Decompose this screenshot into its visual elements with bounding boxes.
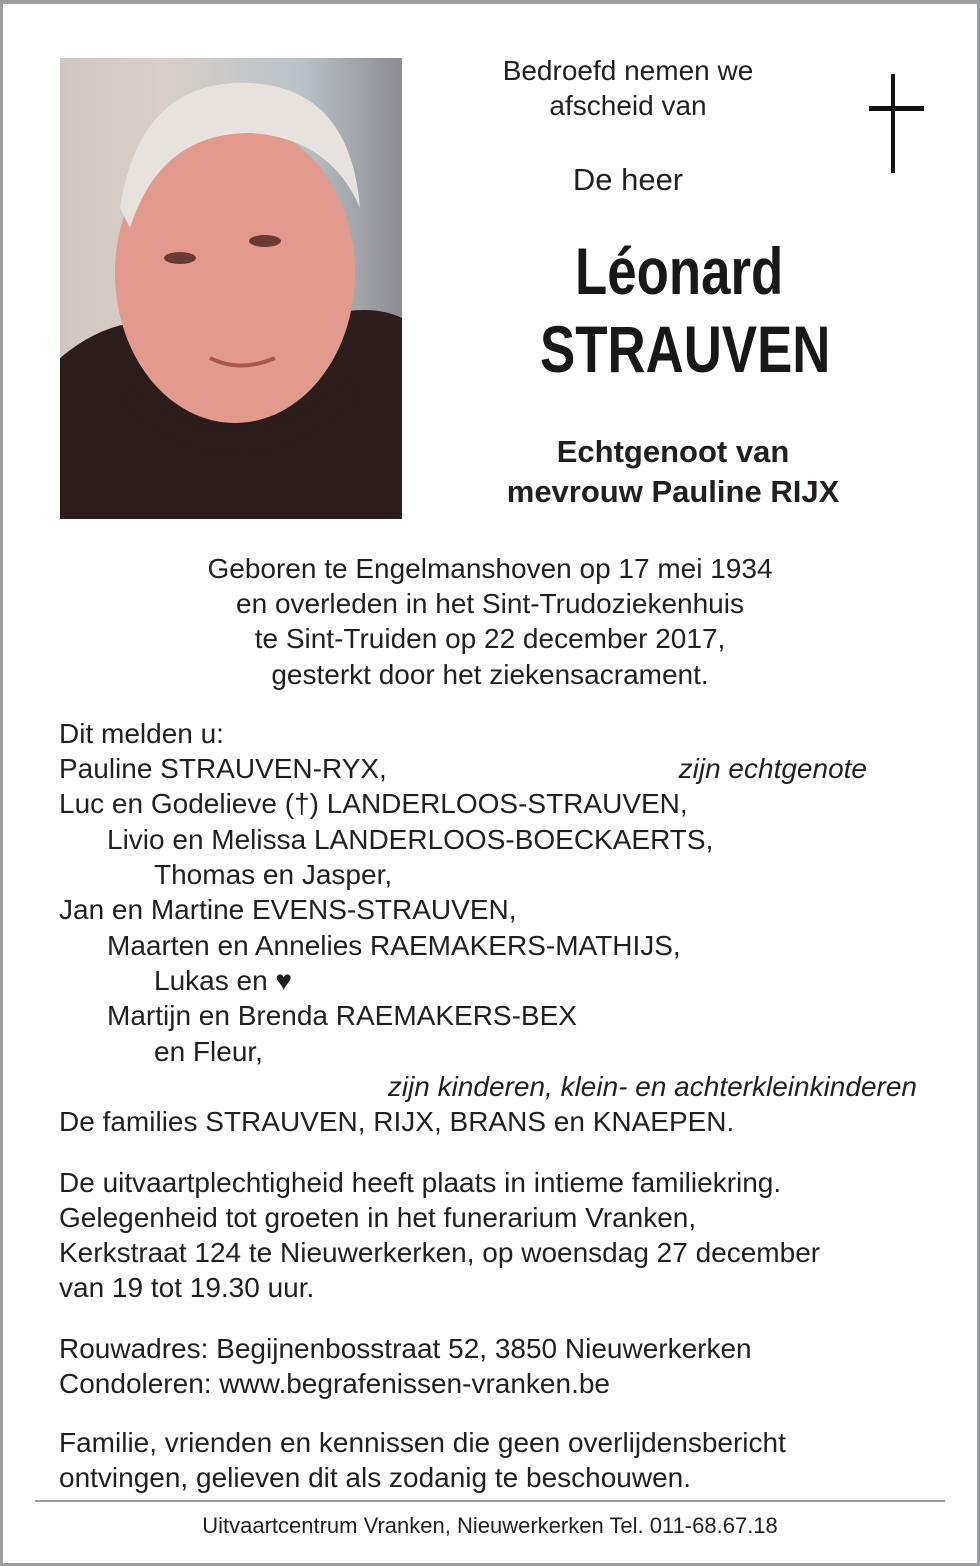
family-line: Jan en Martine EVENS-STRAUVEN, bbox=[59, 894, 517, 925]
birth-death-line: te Sint-Truiden op 22 december 2017, bbox=[254, 623, 726, 654]
closing-line: ontvingen, gelieven dit als zodanig te beschouwen. bbox=[59, 1462, 691, 1493]
spouse-line-1: Echtgenoot van bbox=[556, 434, 790, 469]
portrait-photo bbox=[60, 58, 402, 519]
ceremony-line: Gelegenheid tot groeten in het funerarium Vranken, bbox=[59, 1202, 697, 1233]
family-line: Martijn en Brenda RAEMAKERS-BEX bbox=[107, 1000, 577, 1031]
birth-death-line: en overleden in het Sint-Trudoziekenhuis bbox=[236, 588, 744, 619]
family-line: Thomas en Jasper, bbox=[154, 859, 393, 890]
families-line: De families STRAUVEN, RIJX, BRANS en KNAEPEN. bbox=[59, 1106, 735, 1137]
family-line: Lukas en ♥ bbox=[154, 965, 293, 996]
ceremony-line: Kerkstraat 124 te Nieuwerkerken, op woensdag 27 december bbox=[59, 1237, 821, 1268]
portrait-image bbox=[60, 58, 402, 519]
intro-line-1: Bedroefd nemen we bbox=[502, 55, 754, 86]
ceremony-line: De uitvaartplechtigheid heeft plaats in intieme familiekring. bbox=[59, 1167, 782, 1198]
address-line: Rouwadres: Begijnenbosstraat 52, 3850 Nieuwerkerken bbox=[59, 1333, 752, 1364]
ceremony-line: van 19 tot 19.30 uur. bbox=[59, 1272, 315, 1303]
title-prefix: De heer bbox=[572, 162, 684, 197]
family-line: Maarten en Annelies RAEMAKERS-MATHIJS, bbox=[107, 930, 681, 961]
family-line: Pauline STRAUVEN-RYX, bbox=[59, 753, 387, 784]
birth-death-line: Geboren te Engelmanshoven op 17 mei 1934 bbox=[207, 553, 773, 584]
divider bbox=[35, 1500, 945, 1502]
first-name: Léonard bbox=[575, 234, 784, 308]
intro-line-2: afscheid van bbox=[549, 90, 707, 121]
birth-death-line: gesterkt door het ziekensacrament. bbox=[271, 659, 709, 690]
family-line: Livio en Melissa LANDERLOOS-BOECKAERTS, bbox=[107, 824, 714, 855]
spouse-line-2: mevrouw Pauline RIJX bbox=[506, 474, 840, 509]
footer-funeral-home: Uitvaartcentrum Vranken, Nieuwerkerken Tel. 011-68.67.18 bbox=[202, 1513, 778, 1538]
family-heading: Dit melden u: bbox=[59, 718, 224, 749]
death-notice bbox=[3, 4, 977, 1563]
closing-line: Familie, vrienden en kennissen die geen overlijdensbericht bbox=[59, 1427, 786, 1458]
spouse-note: zijn echtgenote bbox=[678, 753, 867, 784]
family-line: en Fleur, bbox=[154, 1036, 263, 1067]
condolence-line: Condoleren: www.begrafenissen-vranken.be bbox=[59, 1368, 610, 1399]
children-note: zijn kinderen, klein- en achterkleinkinderen bbox=[387, 1071, 917, 1102]
last-name: STRAUVEN bbox=[540, 312, 831, 386]
family-line: Luc en Godelieve (†) LANDERLOOS-STRAUVEN, bbox=[59, 788, 688, 819]
